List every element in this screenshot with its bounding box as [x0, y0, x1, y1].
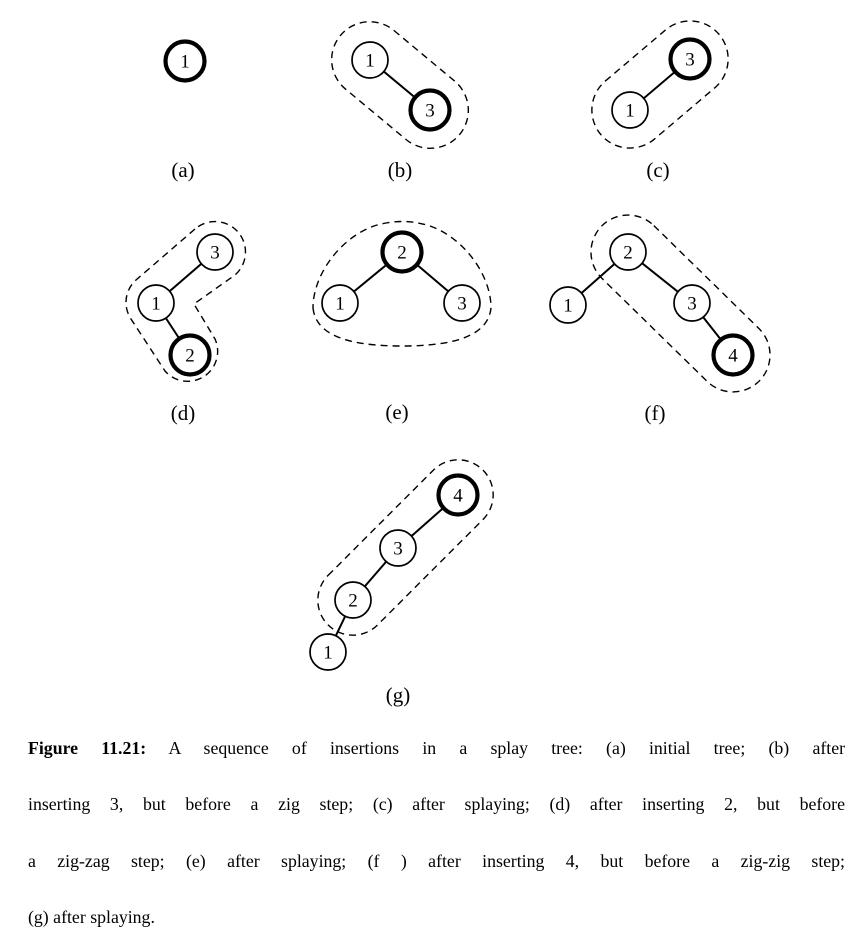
figure-caption	[28, 734, 845, 931]
tree-node-value: 4	[728, 345, 738, 367]
tree-node-value: 4	[453, 485, 463, 507]
subfigure-f	[550, 200, 785, 425]
subfigure-label: (c)	[646, 158, 670, 182]
tree-node-value: 2	[623, 242, 633, 264]
tree-node-value: 1	[365, 50, 375, 72]
tree-node-value: 1	[151, 293, 161, 315]
tree-node-value: 2	[185, 345, 195, 367]
subfigure-label: (a)	[171, 158, 195, 182]
subfigure-a	[166, 42, 205, 183]
tree-node-value: 3	[687, 293, 697, 315]
subfigure-label: (g)	[385, 683, 411, 707]
tree-node-value: 1	[563, 295, 573, 317]
subfigure-b	[316, 6, 484, 182]
caption-text-1: A sequence of insertions in a splay tree: (a) initial tree; (b) after	[168, 738, 846, 758]
subfigure-e	[313, 222, 491, 425]
tree-node-value: 3	[685, 49, 695, 71]
tree-node-value: 2	[397, 242, 407, 264]
subfigure-label: (b)	[387, 158, 413, 182]
tree-node-value: 1	[323, 642, 333, 664]
figure-number-label: Figure 11.21:	[28, 738, 147, 758]
tree-node-value: 3	[393, 538, 403, 560]
tree-node-value: 3	[210, 242, 220, 264]
subfigure-label: (d)	[170, 401, 196, 425]
subfigure-c	[576, 5, 743, 182]
tree-node-value: 2	[348, 590, 358, 612]
caption-line-2: inserting 3, but before a zig step; (c) after splaying; (d) after inserting 2, but before	[28, 794, 845, 815]
subfigure-label: (e)	[385, 400, 409, 424]
tree-node-value: 3	[457, 293, 467, 315]
tree-node-value: 1	[625, 100, 635, 122]
tree-node-value: 1	[335, 293, 345, 315]
caption-line-4: (g) after splaying.	[28, 907, 155, 928]
tree-node-value: 3	[425, 100, 435, 122]
tree-node-value: 1	[180, 51, 190, 73]
caption-line-1	[28, 734, 845, 790]
subfigure-label: (f)	[644, 401, 666, 425]
subfigure-g	[303, 445, 507, 707]
caption-line-3: a zig-zag step; (e) after splaying; (f ) after inserting 4, but before a zig-zig step;	[28, 850, 845, 871]
subfigure-d	[126, 222, 246, 425]
